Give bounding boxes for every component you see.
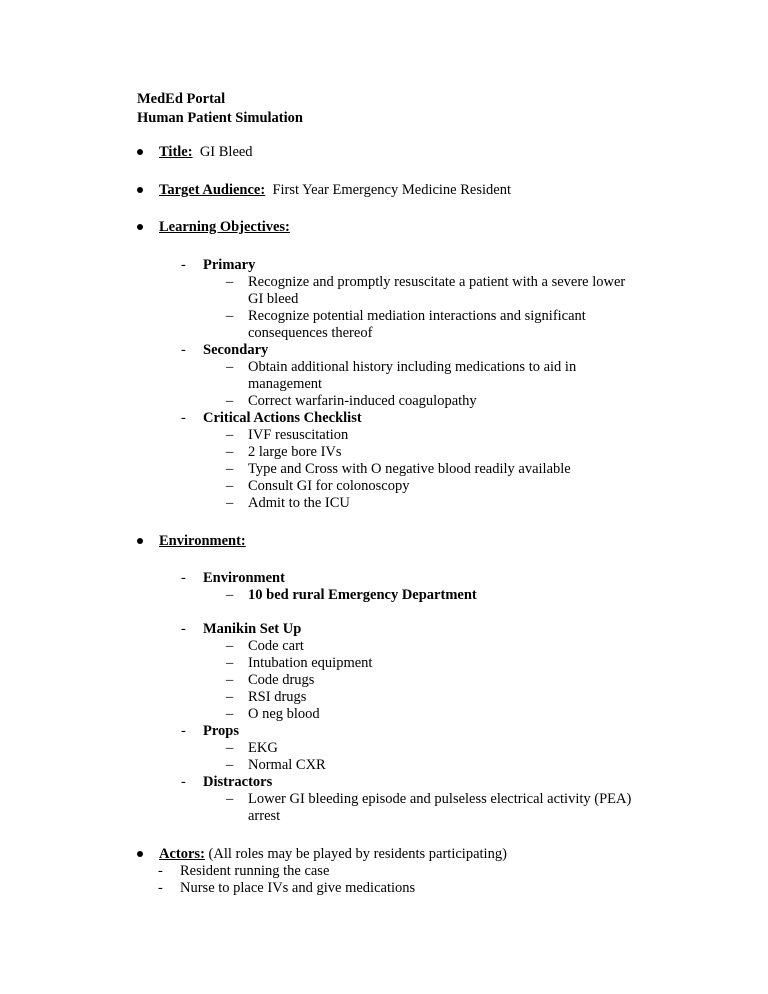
checklist-heading: Critical Actions Checklist <box>203 410 362 426</box>
checklist-item: IVF resuscitation <box>248 427 349 443</box>
endash-marker: – <box>226 444 234 460</box>
manikin-item: Code drugs <box>248 672 315 688</box>
header-line-2: Human Patient Simulation <box>137 110 303 126</box>
actor-item: Nurse to place IVs and give medications <box>180 880 416 896</box>
dash-marker: - <box>181 257 186 273</box>
endash-marker: – <box>226 359 234 375</box>
props-item: Normal CXR <box>248 757 326 773</box>
checklist-item: 2 large bore IVs <box>248 444 342 460</box>
bullet-dot <box>137 851 143 857</box>
endash-marker: – <box>226 706 234 722</box>
dash-marker: - <box>181 774 186 790</box>
dash-marker: - <box>158 880 163 896</box>
manikin-heading: Manikin Set Up <box>203 621 302 637</box>
primary-item-2: Recognize potential mediation interactions and significant <box>248 308 586 324</box>
manikin-item: O neg blood <box>248 706 320 722</box>
environment-label: Environment: <box>159 533 246 549</box>
distractors-item: Lower GI bleeding episode and pulseless electrical activity (PEA) <box>248 791 632 807</box>
header-line-1: MedEd Portal <box>137 91 226 107</box>
document-header <box>137 91 303 129</box>
audience-label: Target Audience: <box>159 182 266 198</box>
endash-marker: – <box>226 461 234 477</box>
objectives-label: Learning Objectives: <box>159 219 290 235</box>
secondary-item-2: Correct warfarin-induced coagulopathy <box>248 393 477 409</box>
primary-heading: Primary <box>203 257 256 273</box>
props-heading: Props <box>203 723 239 739</box>
distractors-heading: Distractors <box>203 774 273 790</box>
checklist-item: Consult GI for colonoscopy <box>248 478 410 494</box>
audience-value: First Year Emergency Medicine Resident <box>272 182 511 198</box>
secondary-item-1-cont: management <box>248 376 323 392</box>
endash-marker: – <box>226 638 234 654</box>
secondary-heading: Secondary <box>203 342 269 358</box>
dash-marker: - <box>181 410 186 426</box>
checklist-item: Type and Cross with O negative blood readily available <box>248 461 571 477</box>
endash-marker: – <box>226 495 234 511</box>
endash-marker: – <box>226 478 234 494</box>
endash-marker: – <box>226 757 234 773</box>
dash-marker: - <box>181 621 186 637</box>
secondary-item-1: Obtain additional history including medications to aid in <box>248 359 577 375</box>
endash-marker: – <box>226 274 234 290</box>
props-item: EKG <box>248 740 278 756</box>
bullet-dot <box>137 224 143 230</box>
dash-marker: - <box>181 723 186 739</box>
manikin-item: Intubation equipment <box>248 655 373 671</box>
endash-marker: – <box>226 791 234 807</box>
endash-marker: – <box>226 427 234 443</box>
bullet-dot <box>137 538 143 544</box>
title-label: Title: <box>159 144 193 160</box>
checklist-item: Admit to the ICU <box>248 495 350 511</box>
distractors-item-cont: arrest <box>248 808 281 824</box>
actor-item: Resident running the case <box>180 863 330 879</box>
primary-item-2-cont: consequences thereof <box>248 325 373 341</box>
endash-marker: – <box>226 308 234 324</box>
actors-note: (All roles may be played by residents participating) <box>208 846 507 862</box>
dash-marker: - <box>181 570 186 586</box>
endash-marker: – <box>226 689 234 705</box>
primary-item-1-cont: GI bleed <box>248 291 299 307</box>
endash-marker: – <box>226 740 234 756</box>
endash-marker: – <box>226 655 234 671</box>
endash-marker: – <box>226 672 234 688</box>
endash-marker: – <box>226 587 234 603</box>
manikin-item: Code cart <box>248 638 304 654</box>
manikin-item: RSI drugs <box>248 689 307 705</box>
dash-marker: - <box>181 342 186 358</box>
actors-label: Actors: <box>159 846 205 862</box>
title-value: GI Bleed <box>199 144 253 160</box>
bullet-dot <box>137 187 143 193</box>
primary-item-1: Recognize and promptly resuscitate a patient with a severe lower <box>248 274 626 290</box>
bullet-dot <box>137 149 143 155</box>
environment-item: 10 bed rural Emergency Department <box>248 587 477 603</box>
endash-marker: – <box>226 393 234 409</box>
environment-heading: Environment <box>203 570 285 586</box>
dash-marker: - <box>158 863 163 879</box>
